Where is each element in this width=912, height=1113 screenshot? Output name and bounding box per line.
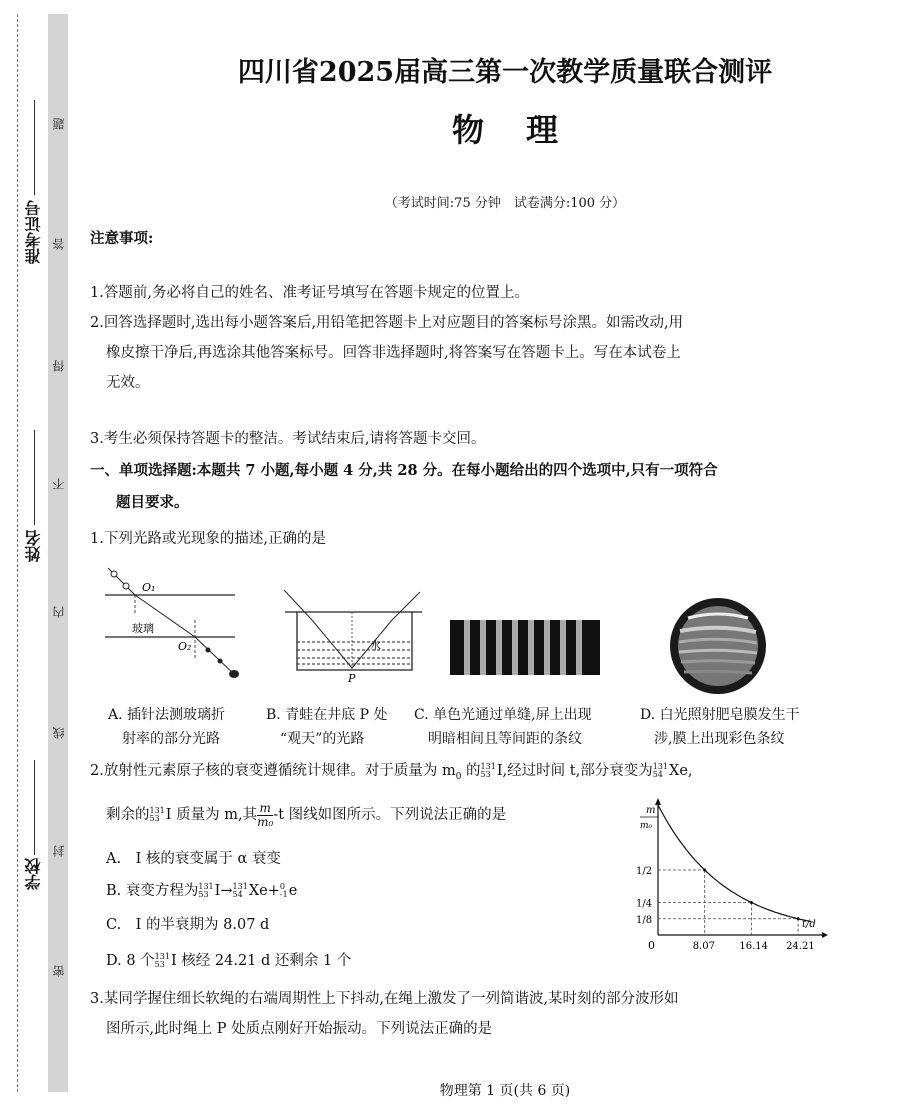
x-axis-label: t/d (802, 919, 816, 930)
exam-meta: （考试时间:75 分钟 试卷满分:100 分） (384, 196, 626, 211)
q1-option-b: B. 青蛙在井底 P 处 “观天”的光路 (266, 707, 388, 747)
notice-item: 2.回答选择题时,选出每小题答案后,用铅笔把答题卡上对应题目的答案标号涂黑。如需改动,用 (90, 315, 684, 331)
origin-label: 0 (648, 939, 655, 952)
exam-id-underline (34, 100, 35, 195)
label-p: P (348, 672, 356, 685)
label-o2: O₂ (178, 640, 192, 653)
name-label: 姓名 (24, 530, 43, 562)
x-axis-arrow (822, 932, 828, 938)
q1-figure-a (100, 560, 250, 685)
notice-item: 3.考生必须保持答题卡的整洁。考试结束后,请将答题卡交回。 (90, 431, 486, 447)
decay-chart (630, 795, 830, 960)
notice-item: 1.答题前,务必将自己的姓名、准考证号填写在答题卡规定的位置上。 (90, 285, 529, 301)
y-tick-label: 1/4 (636, 898, 653, 910)
x-tick-label: 24.21 (786, 941, 815, 952)
label-o1: O₁ (142, 581, 156, 594)
exam-title: 四川省2025届高三第一次教学质量联合测评 (237, 57, 773, 88)
section-heading: 一、单项选择题:本题共 7 小题,每小题 4 分,共 28 分。在每小题给出的四个选项中,只有一项符合 (90, 462, 718, 479)
q2-option-a: A. I 核的衰变属于 α 衰变 (106, 851, 281, 867)
label-water: 水 (370, 639, 381, 652)
y-tick-label: 1/8 (636, 914, 653, 926)
label-glass: 玻璃 (132, 622, 154, 635)
seal-char: 密 (52, 965, 66, 977)
notice-item: 无效。 (106, 375, 150, 391)
seal-char: 答 (52, 238, 66, 250)
q3-stem-line2: 图所示,此时绳上 P 处质点刚好开始振动。下列说法正确的是 (106, 1021, 493, 1037)
data-point (750, 901, 753, 904)
seal-char: 封 (52, 845, 66, 857)
q2-stem-line1: 2.放射性元素原子核的衰变遵循统计规律。对于质量为 $m_0$ 的 131 53 I,经过时间 t,部分衰变为 131 54 Xe, (90, 762, 693, 782)
subject-title: 物理 (451, 111, 600, 149)
y-axis-arrow (655, 798, 661, 805)
seal-char: 内 (52, 606, 66, 618)
notice-heading: 注意事项: (90, 230, 154, 247)
x-tick-label: 16.14 (739, 941, 769, 952)
seal-strip (48, 14, 68, 1092)
page-footer: 物理第 1 页(共 6 页) (439, 1083, 571, 1099)
q1-figure-d-soap-film (668, 596, 768, 696)
school-label: 学校 (24, 858, 43, 890)
seal-char: 题 (52, 118, 66, 130)
cut-line (17, 14, 18, 1092)
seal-char: 不 (52, 478, 66, 490)
q2-option-c: C. I 的半衰期为 8.07 d (106, 917, 270, 933)
y-label-num: m (646, 805, 656, 816)
data-point (703, 869, 706, 872)
school-underline (34, 760, 35, 855)
q1-option-d: D. 白光照射肥皂膜发生干 涉,膜上出现彩色条纹 (640, 707, 800, 747)
exam-id-label: 准考证号 (24, 200, 43, 264)
q3-stem-line1: 3.某同学握住细长软绳的右端周期性上下抖动,在绳上激发了一列简谐波,某时刻的部分波形如 (90, 991, 679, 1007)
q1-figure-c-fringes (450, 620, 600, 675)
x-tick-label: 8.07 (692, 941, 715, 952)
seal-char: 得 (52, 360, 66, 372)
decay-curve (658, 805, 811, 922)
y-label-den: m₀ (640, 821, 653, 831)
y-tick-label: 1/2 (636, 866, 653, 877)
data-point (797, 917, 800, 920)
q2-option-b: B. 衰变方程为 131 53 I→ 131 54 Xe+ 0 -1 e (106, 882, 298, 899)
q1-option-a: A. 插针法测玻璃折 射率的部分光路 (108, 707, 226, 747)
q2-stem-line2: 剩余的 131 53 I 质量为 m,其 $\frac{m}{\text{m₀}}$ -t 图线如图所示。下列说法正确的是 (106, 800, 507, 829)
name-underline (34, 430, 35, 525)
q1-option-c: C. 单色光通过单缝,屏上出现 明暗相间且等间距的条纹 (414, 707, 592, 747)
seal-char: 线 (52, 727, 66, 739)
q1-stem: 1.下列光路或光现象的描述,正确的是 (90, 531, 326, 547)
q1-figure-b (282, 590, 427, 685)
q2-option-d: D. 8 个 131 53 I 核经 24.21 d 还剩余 1 个 (106, 952, 352, 969)
notice-item: 橡皮擦干净后,再选涂其他答案标号。回答非选择题时,将答案写在答题卡上。写在本试卷上 (106, 345, 681, 361)
section-heading-cont: 题目要求。 (116, 494, 189, 511)
